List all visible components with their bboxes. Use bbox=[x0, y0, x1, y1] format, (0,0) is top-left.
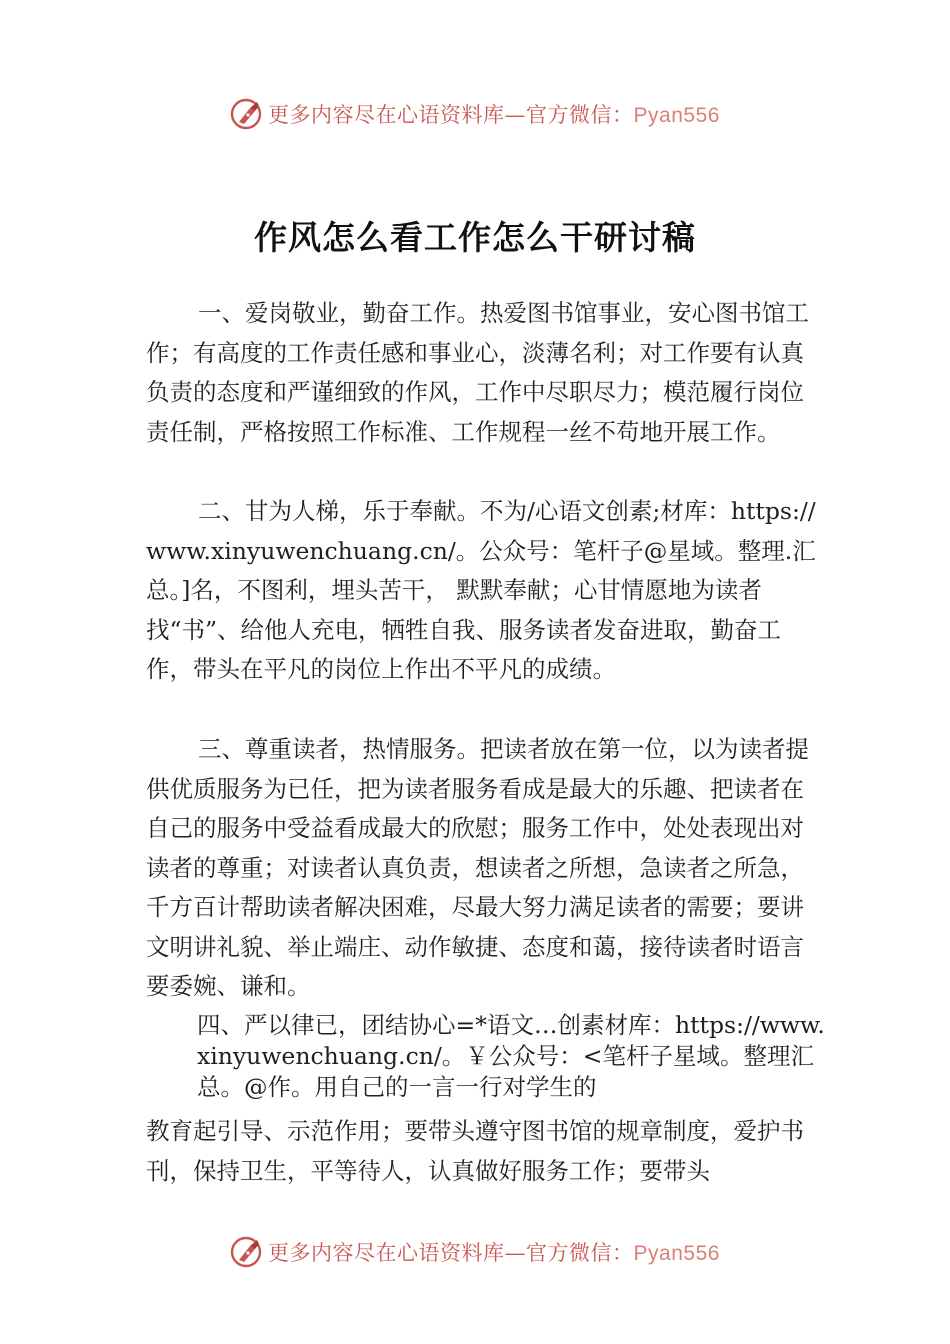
pen-nib-icon bbox=[230, 97, 264, 131]
header-banner bbox=[0, 94, 950, 134]
banner-text: 更多内容尽在心语资料库—官方微信：Pyan556 bbox=[268, 1241, 720, 1265]
document-title: 作风怎么看工作怎么干研讨稿 bbox=[254, 218, 696, 257]
paragraph-2: 二、甘为人梯，乐于奉献。不为/心语文创素;材库：https://www.xinyuwenchuang.cn/。公众号：笔杆子@星域。整理.汇总。]名，不图利，埋头苦干， 默默奉献；心甘情愿地为读者找“书”、给他人充电，牺牲自我、服务读者发奋进取，勤奋工作，带头在平凡的岗位上作出不平凡的成绩。 bbox=[146, 497, 816, 683]
banner-text: 更多内容尽在心语资料库—官方微信：Pyan556 bbox=[268, 103, 720, 127]
wechat-id: Pyan556 bbox=[633, 104, 720, 127]
footer-banner bbox=[0, 1232, 950, 1272]
paragraph-4-lead: 四、严以律已，团结协心=*语文…创素材库：https://www.xinyuwenchuang.cn/。￥公众号：<笔杆子星域。整理汇总。@作。用自己的一言一行对学生的 bbox=[197, 1011, 825, 1101]
pen-nib-icon bbox=[230, 1235, 264, 1269]
paragraph-1: 一、爱岗敬业，勤奋工作。热爱图书馆事业，安心图书馆工作；有高度的工作责任感和事业心，淡薄名利；对工作要有认真负责的态度和严谨细致的作风，工作中尽职尽力；模范履行岗位责任制，严格按照工作标准、工作规程一丝不苟地开展工作。 bbox=[146, 299, 809, 446]
paragraph-4-continued: 教育起引导、示范作用；要带头遵守图书馆的规章制度，爱护书刊，保持卫生，平等待人，认真做好服务工作；要带头 bbox=[146, 1117, 804, 1185]
paragraph-3: 三、尊重读者，热情服务。把读者放在第一位，以为读者提供优质服务为已任，把为读者服务看成是最大的乐趣、把读者在自己的服务中受益看成最大的欣慰；服务工作中，处处表现出对读者的尊重；对读者认真负责，想读者之所想，急读者之所急，千方百计帮助读者解决困难，尽最大努力满足读者的需要；要讲文明讲礼貌、举止端庄、动作敏捷、态度和蔼，接待读者时语言要委婉、谦和。 bbox=[146, 735, 809, 1000]
wechat-id: Pyan556 bbox=[633, 1242, 720, 1265]
